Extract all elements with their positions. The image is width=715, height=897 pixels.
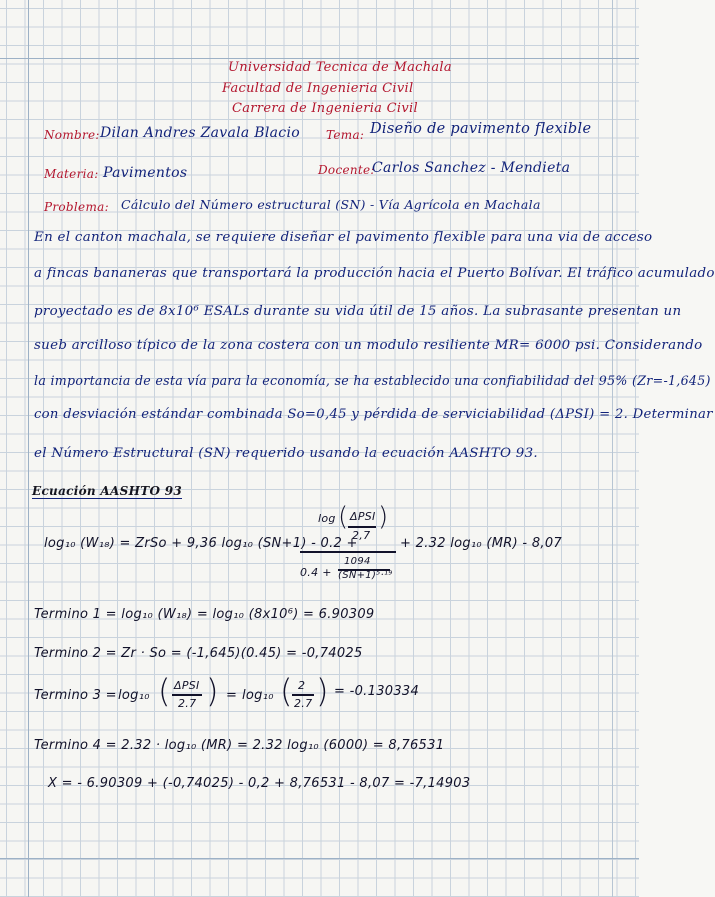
equation-close-paren: ) bbox=[378, 502, 389, 532]
right-margin-line bbox=[612, 0, 613, 897]
term-3-open-paren-b: ( bbox=[280, 672, 293, 710]
equation-open-paren: ( bbox=[338, 502, 349, 532]
term-3-open-paren-a: ( bbox=[158, 672, 171, 710]
tema-value: Diseño de pavimento flexible bbox=[370, 121, 592, 137]
problema-value: Cálculo del Número estructural (SN) - Vía Agrícola en Machala bbox=[121, 197, 541, 212]
faculty-title: Facultad de Ingenieria Civil bbox=[222, 81, 414, 96]
term-3-frac-num: ΔPSI bbox=[174, 679, 200, 692]
term-3-close-paren-a: ) bbox=[206, 672, 219, 710]
equation-num-psi: ΔPSI bbox=[350, 510, 376, 523]
problem-line-1: En el canton machala, se requiere diseñar el pavimento flexible para una via de acceso bbox=[34, 230, 653, 245]
materia-value: Pavimentos bbox=[103, 165, 188, 181]
equation-den-num: 1094 bbox=[344, 556, 371, 567]
career-title: Carrera de Ingenieria Civil bbox=[232, 101, 418, 116]
term-3-log-b: log₁₀ bbox=[242, 688, 274, 703]
university-title: Universidad Tecnica de Machala bbox=[228, 60, 452, 75]
term-3-label: Termino 3 = bbox=[34, 688, 117, 703]
problem-line-2: a fincas bananeras que transportará la producción hacia el Puerto Bolívar. El tráfico acumulado bbox=[34, 266, 715, 281]
left-margin-line bbox=[28, 0, 29, 897]
nombre-label: Nombre: bbox=[44, 128, 100, 142]
problem-line-4: sueb arcilloso típico de la zona costera con un modulo resiliente MR= 6000 psi. Considerando bbox=[34, 338, 703, 353]
docente-value: Carlos Sanchez - Mendieta bbox=[372, 160, 571, 176]
term-3-result: = -0.130334 bbox=[334, 684, 420, 699]
equation-heading: Ecuación AASHTO 93 bbox=[32, 484, 183, 498]
term-1: Termino 1 = log₁₀ (W₁₈) = log₁₀ (8x10⁶) = 6.90309 bbox=[34, 607, 375, 622]
equation-lhs: log₁₀ (W₁₈) = ZrSo + 9,36 log₁₀ (SN+1) - 0.2 + bbox=[44, 536, 358, 551]
materia-label: Materia: bbox=[44, 167, 99, 181]
term-3-frac-bar bbox=[172, 694, 202, 696]
problem-line-7: el Número Estructural (SN) requerido usando la ecuación AASHTO 93. bbox=[34, 446, 538, 461]
term-2: Termino 2 = Zr · So = (-1,645)(0.45) = -0,74025 bbox=[34, 646, 363, 661]
term-3-frac2-den: 2.7 bbox=[294, 697, 313, 710]
term-3-log-a: log₁₀ bbox=[118, 688, 150, 703]
equation-tail: + 2.32 log₁₀ (MR) - 8,07 bbox=[400, 536, 562, 551]
nombre-value: Dilan Andres Zavala Blacio bbox=[100, 125, 300, 141]
problem-line-6: con desviación estándar combinada So=0,45 y pérdida de serviciabilidad (ΔPSI) = 2. Determinar bbox=[34, 407, 713, 422]
docente-label: Docente: bbox=[318, 163, 375, 177]
equation-inner-bar bbox=[348, 526, 376, 528]
term-3-frac-den: 2.7 bbox=[178, 697, 197, 710]
term-3-frac2-num: 2 bbox=[298, 679, 306, 692]
top-margin-line bbox=[0, 58, 639, 59]
problema-label: Problema: bbox=[44, 200, 109, 214]
equation-main-bar bbox=[300, 551, 396, 553]
term-4: Termino 4 = 2.32 · log₁₀ (MR) = 2.32 log₁₀ (6000) = 8,76531 bbox=[34, 738, 445, 753]
tema-label: Tema: bbox=[326, 128, 365, 142]
term-3-frac2-bar bbox=[292, 694, 314, 696]
term-3-equals: = bbox=[226, 688, 238, 703]
problem-line-3: proyectado es de 8x10⁶ ESALs durante su vida útil de 15 años. La subrasante presentan un bbox=[34, 304, 682, 319]
equation-num-log: log bbox=[318, 512, 336, 525]
problem-line-5: la importancia de esta vía para la economía, se ha establecido una confiabilidad del 95% (Zr=-1,645) bbox=[34, 373, 711, 388]
x-result: X = - 6.90309 + (-0,74025) - 0,2 + 8,76531 - 8,07 = -7,14903 bbox=[48, 776, 471, 791]
equation-den-const: 0.4 + bbox=[300, 566, 332, 579]
equation-num-den: 2,7 bbox=[352, 529, 371, 542]
term-3-close-paren-b: ) bbox=[316, 672, 329, 710]
bottom-margin-line bbox=[0, 858, 639, 859]
equation-den-den: (SN+1)⁵·¹⁹ bbox=[338, 570, 393, 581]
